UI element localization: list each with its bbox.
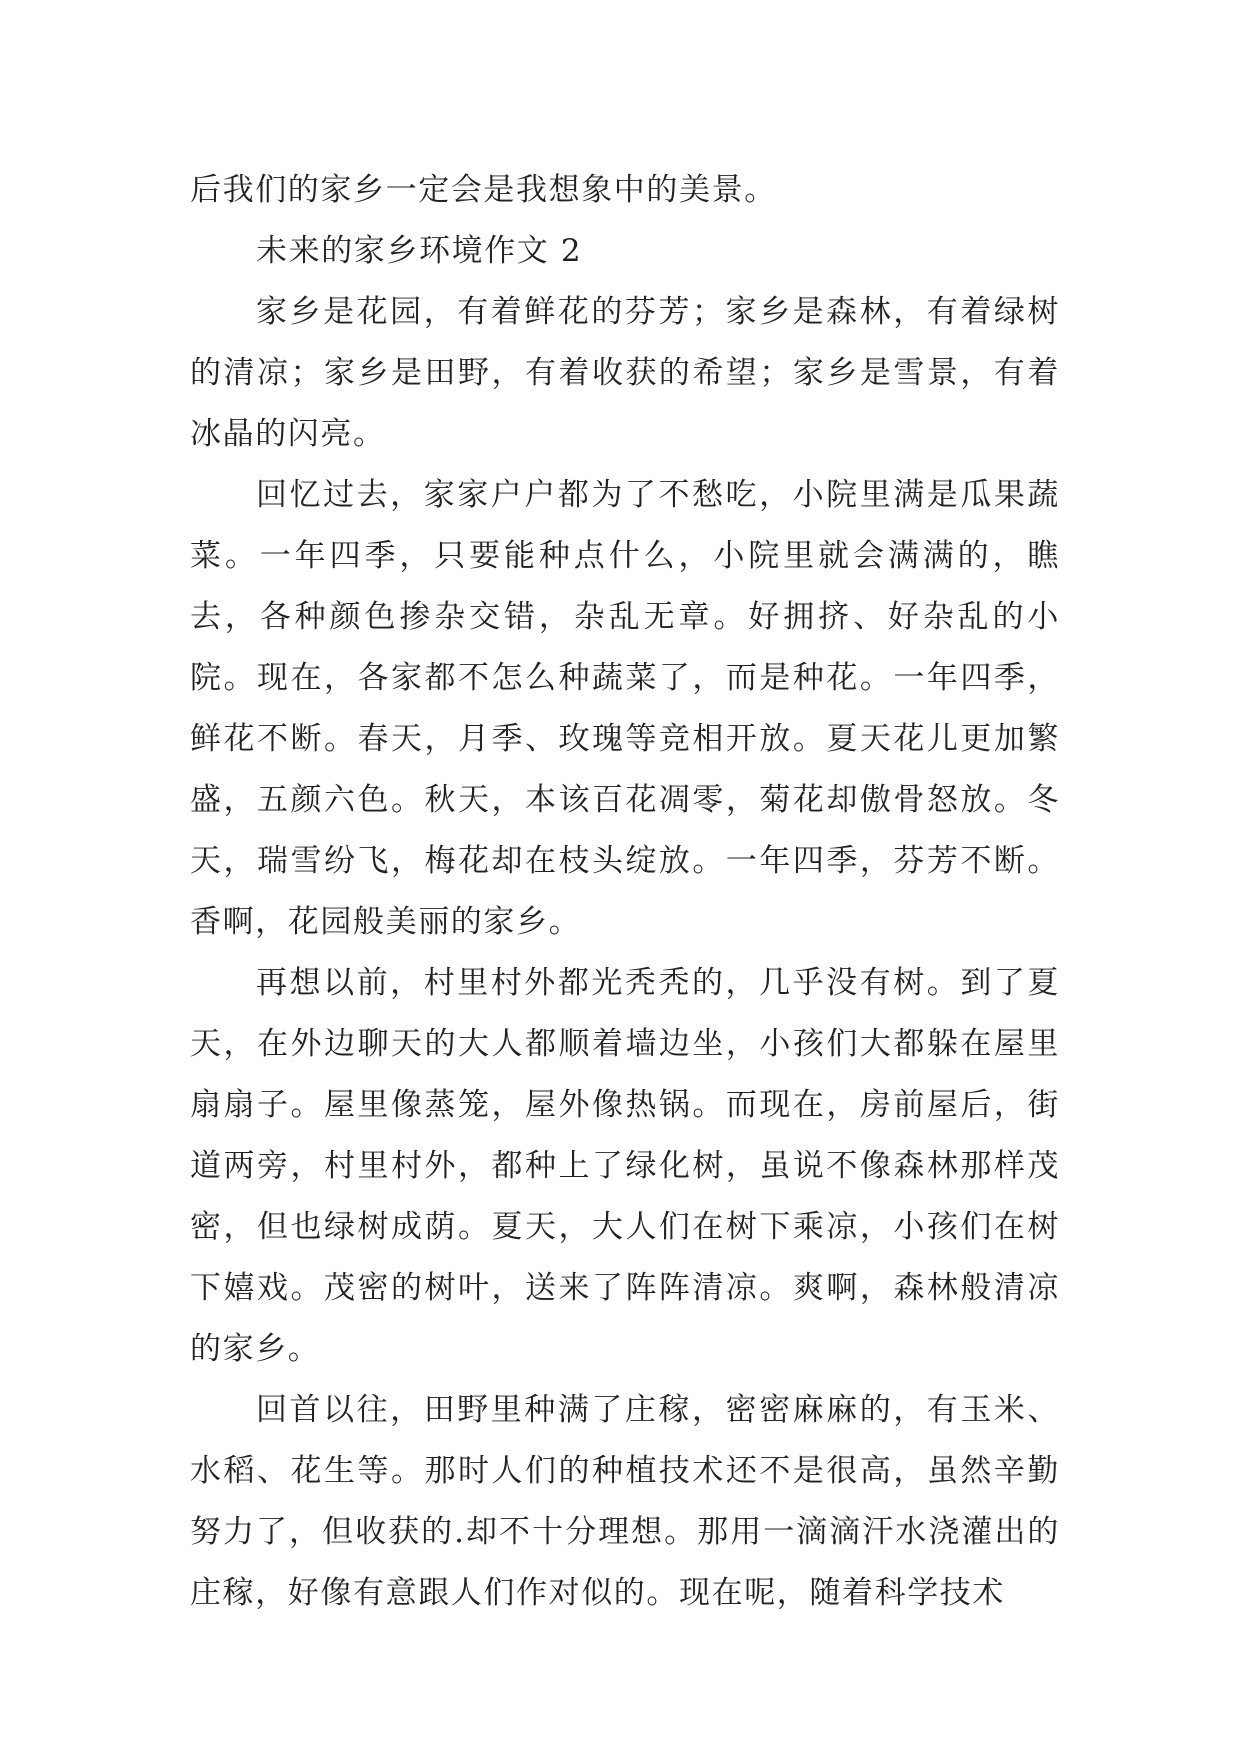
paragraph-garden: 回忆过去，家家户户都为了不愁吃，小院里满是瓜果蔬菜。一年四季，只要能种点什么，小院里就会满满的，瞧去，各种颜色掺杂交错，杂乱无章。好拥挤、好杂乱的小院。现在，各家都不怎么种蔬菜了，而是种花。一年四季，鲜花不断。春天，月季、玫瑰等竞相开放。夏天花儿更加繁盛，五颜六色。秋天，本该百花凋零，菊花却傲骨怒放。冬天，瑞雪纷飞，梅花却在枝头绽放。一年四季，芬芳不断。香啊，花园般美丽的家乡。 [190, 477, 1060, 940]
paragraph-intro: 家乡是花园，有着鲜花的芬芳；家乡是森林，有着绿树的清凉；家乡是田野，有着收获的希望；家乡是雪景，有着冰晶的闪亮。 [190, 294, 1060, 452]
paragraph-forest: 再想以前，村里村外都光秃秃的，几乎没有树。到了夏天，在外边聊天的大人都顺着墙边坐，小孩们大都躲在屋里扇扇子。屋里像蒸笼，屋外像热锅。而现在，房前屋后，街道两旁，村里村外，都种上了绿化树，虽说不像森林那样茂密，但也绿树成荫。夏天，大人们在树下乘凉，小孩们在树下嬉戏。茂密的树叶，送来了阵阵清凉。爽啊，森林般清凉的家乡。 [190, 965, 1060, 1367]
paragraph-continuation: 后我们的家乡一定会是我想象中的美景。 [190, 172, 777, 208]
paragraph-fields: 回首以往，田野里种满了庄稼，密密麻麻的，有玉米、水稻、花生等。那时人们的种植技术还不是很高，虽然辛勤努力了，但收获的.却不十分理想。那用一滴滴汗水浇灌出的庄稼，好像有意跟人们作对似的。现在呢，随着科学技术 [190, 1392, 1060, 1611]
section-heading: 未来的家乡环境作文 2 [256, 233, 583, 269]
document-body [190, 160, 1060, 1624]
